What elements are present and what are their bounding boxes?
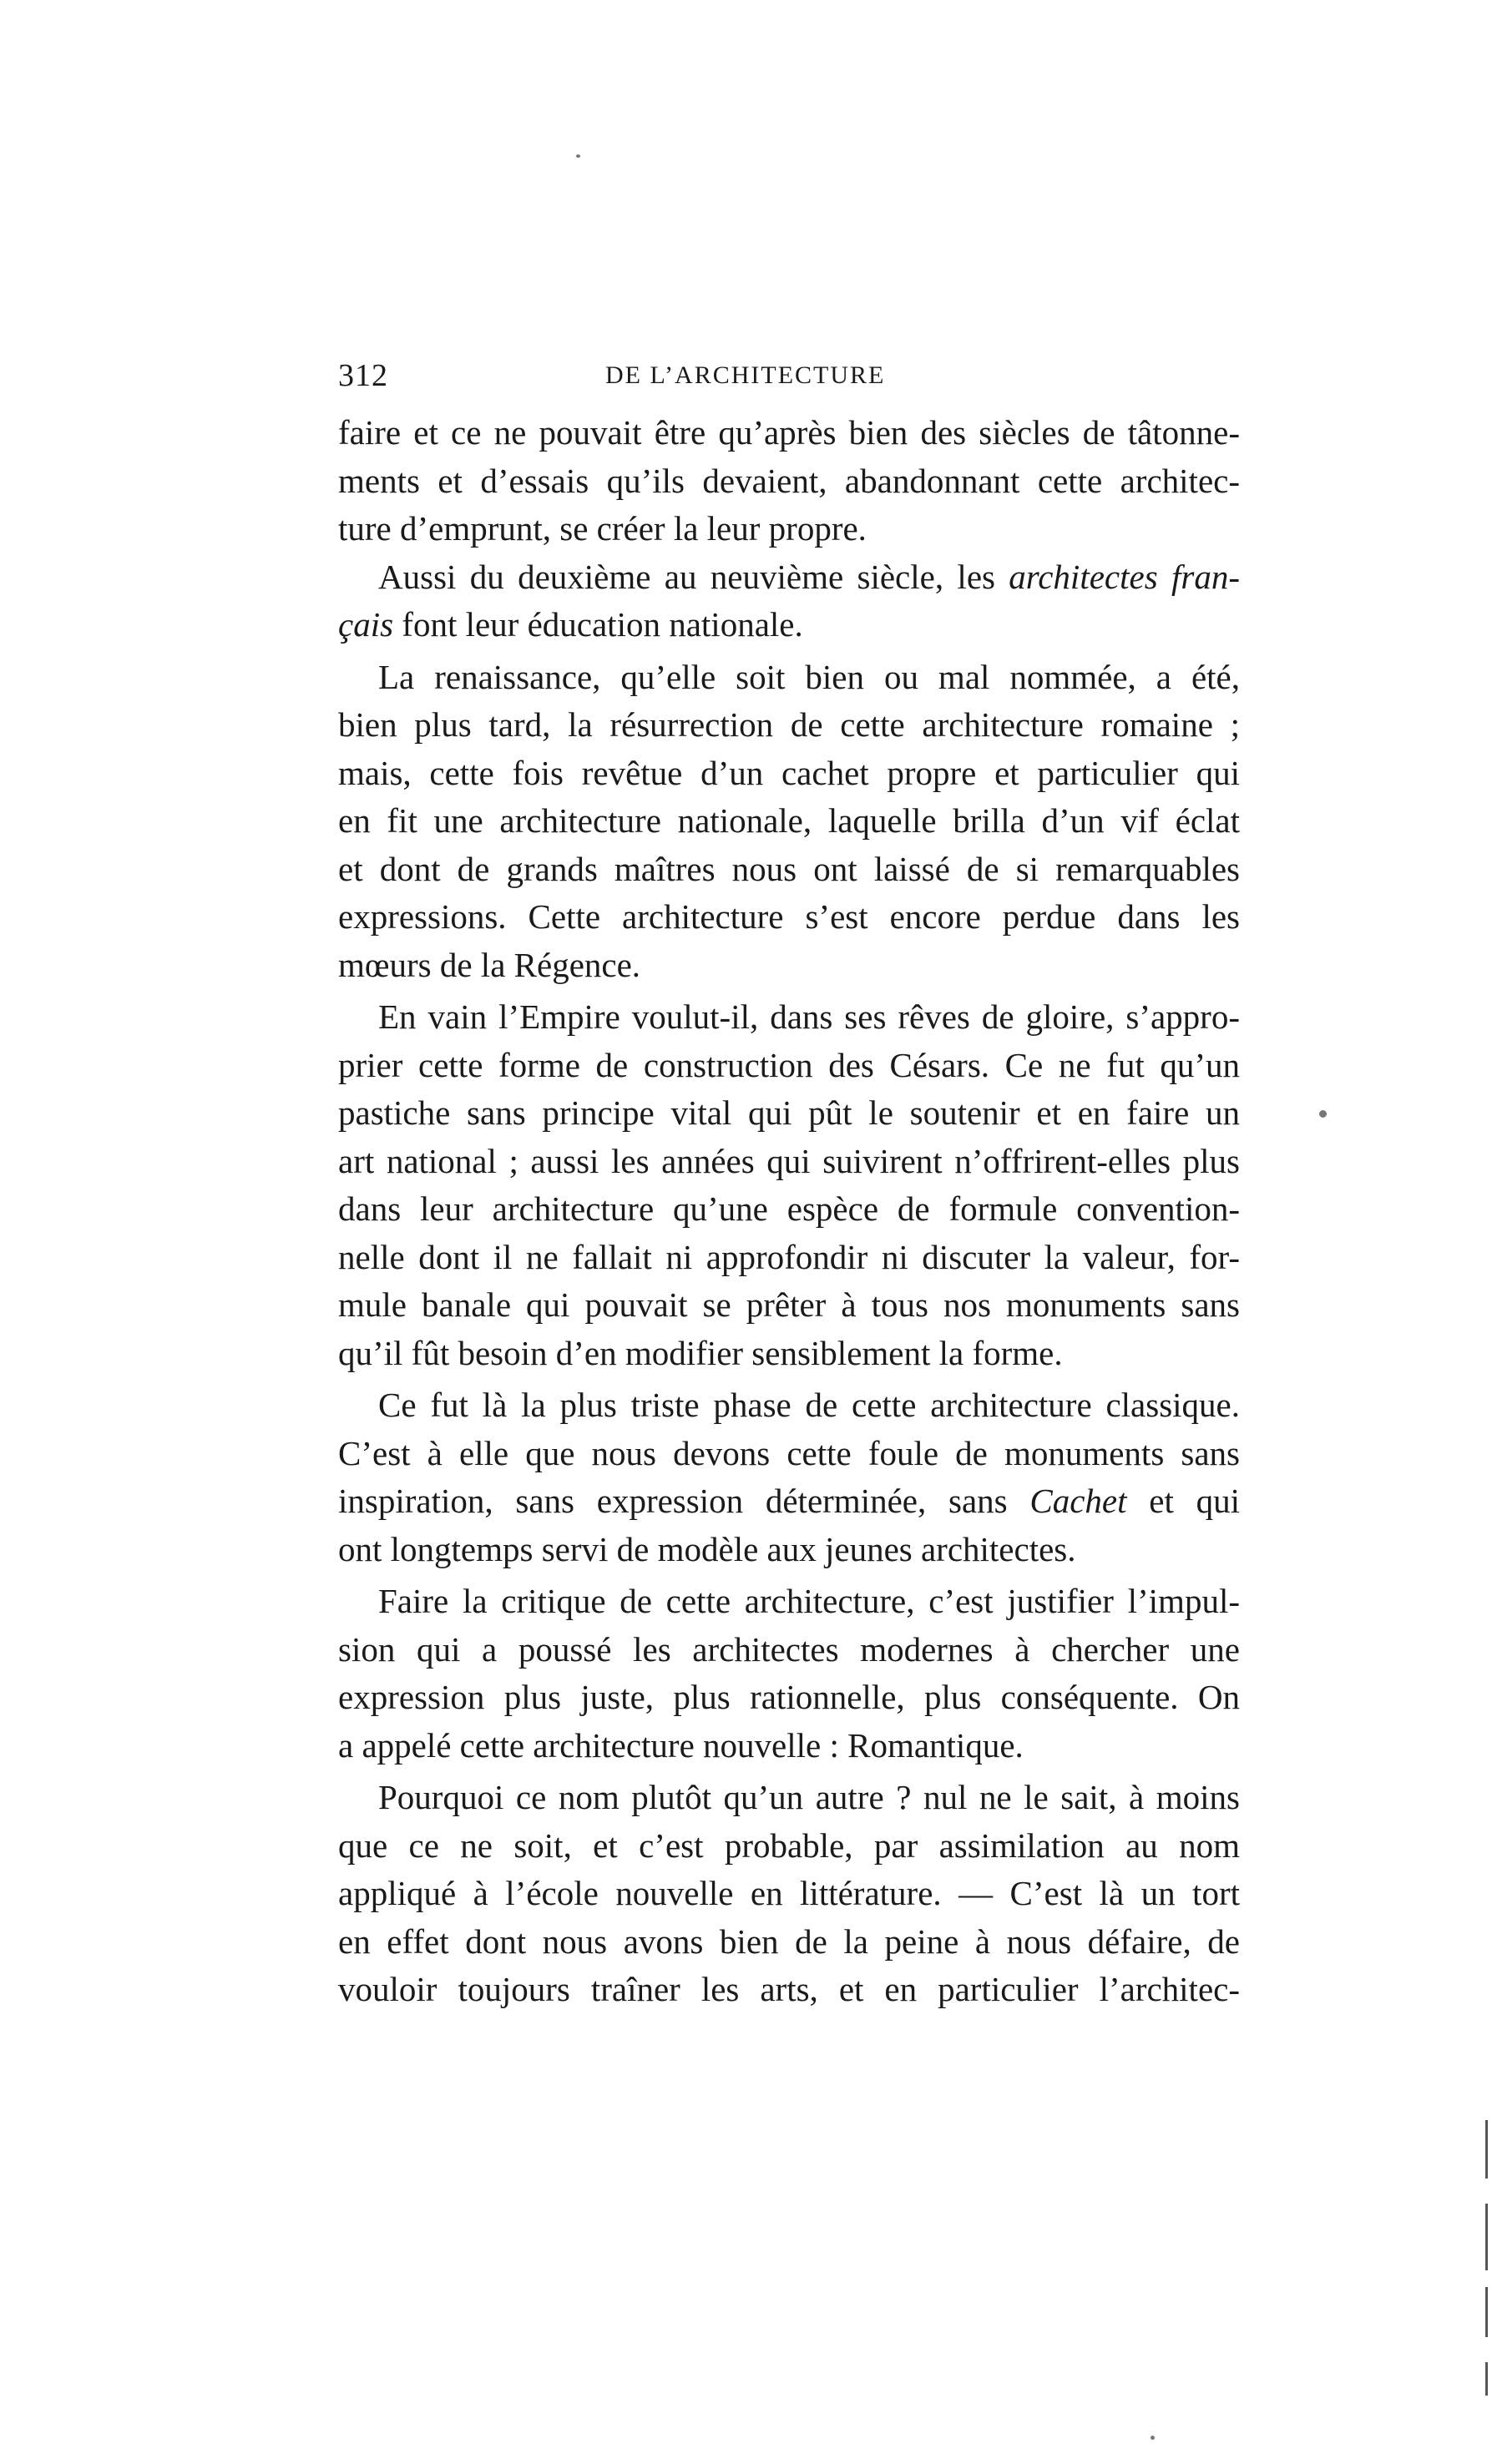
text-line: en fit une architecture nationale, laquelle brilla d’un vif éclat (338, 801, 1240, 840)
text-line: Aussi du deuxième au neuvième siècle, les architectes fran- (378, 557, 1240, 596)
text-line: ments et d’essais qu’ils devaient, abandonnant cette architec- (338, 461, 1240, 500)
text-line: nelle dont il ne fallait ni approfondir ni discuter la valeur, for- (338, 1237, 1240, 1276)
margin-mark (1485, 2204, 1488, 2270)
text-line: expressions. Cette architecture s’est encore perdue dans les (338, 897, 1240, 936)
text-line: mœurs de la Régence. (338, 945, 641, 984)
running-title: DE L’ARCHITECTURE (605, 361, 886, 389)
italic-phrase: çais (338, 605, 394, 644)
text-line: appliqué à l’école nouvelle en littérature. — C’est là un tort (338, 1874, 1240, 1912)
text-line: vouloir toujours traîner les arts, et en particulier l’architec- (338, 1970, 1240, 2008)
scan-speck (1319, 1110, 1327, 1118)
italic-phrase: Cachet (1029, 1482, 1127, 1520)
margin-mark (1485, 2362, 1488, 2396)
text-line: dans leur architecture qu’une espèce de formule convention- (338, 1189, 1240, 1228)
italic-phrase: architectes fran- (1009, 557, 1240, 596)
text-line: En vain l’Empire voulut-il, dans ses rêves de gloire, s’appro- (378, 997, 1240, 1036)
text-line: sion qui a poussé les architectes modernes à chercher une (338, 1629, 1240, 1669)
text-line: Pourquoi ce nom plutôt qu’un autre ? nul ne le sait, à moins (378, 1778, 1240, 1816)
text-line: que ce ne soit, et c’est probable, par assimilation au nom (338, 1825, 1240, 1865)
text-line: çais font leur éducation nationale. (338, 605, 803, 644)
body-text (338, 409, 1240, 2014)
margin-mark (1485, 2287, 1488, 2337)
scan-speck (1151, 2436, 1155, 2440)
text-line: bien plus tard, la résurrection de cette architecture romaine ; (338, 705, 1240, 744)
text-line: ont longtemps servi de modèle aux jeunes architectes. (338, 1529, 1076, 1568)
text-line: Ce fut là la plus triste phase de cette architecture classique. (378, 1386, 1240, 1424)
text-line: prier cette forme de construction des Césars. Ce ne fut qu’un (338, 1045, 1240, 1084)
text-line: expression plus juste, plus rationnelle, plus conséquente. On (338, 1678, 1240, 1716)
text-line: et dont de grands maîtres nous ont laissé de si remarquables (338, 849, 1240, 888)
text-line: mais, cette fois revêtue d’un cachet propre et particulier qui (338, 753, 1240, 792)
text-line: a appelé cette architecture nouvelle : Romantique. (338, 1725, 1024, 1765)
scan-speck (576, 154, 580, 158)
text-line: C’est à elle que nous devons cette foule de monuments sans (338, 1433, 1240, 1472)
text-line: ture d’emprunt, se créer la leur propre. (338, 509, 867, 548)
text-line: La renaissance, qu’elle soit bien ou mal nommée, a été, (378, 657, 1240, 696)
text-line: inspiration, sans expression déterminée, sans Cachet et qui (338, 1482, 1240, 1520)
text-line: mule banale qui pouvait se prêter à tous nos monuments sans (338, 1285, 1240, 1324)
text-line: Faire la critique de cette architecture, c’est justifier l’impul- (378, 1582, 1240, 1620)
margin-mark (1485, 2120, 1488, 2179)
page-number: 312 (338, 358, 388, 393)
text-line: art national ; aussi les années qui suivirent n’offrirent-elles plus (338, 1141, 1240, 1180)
text-line: faire et ce ne pouvait être qu’après bien des siècles de tâtonne- (338, 413, 1240, 452)
text-line: qu’il fût besoin d’en modifier sensiblement la forme. (338, 1333, 1063, 1372)
running-head (338, 351, 1240, 401)
text-line: pastiche sans principe vital qui pût le soutenir et en faire un (338, 1093, 1240, 1132)
text-line: en effet dont nous avons bien de la peine à nous défaire, de (338, 1921, 1240, 1961)
